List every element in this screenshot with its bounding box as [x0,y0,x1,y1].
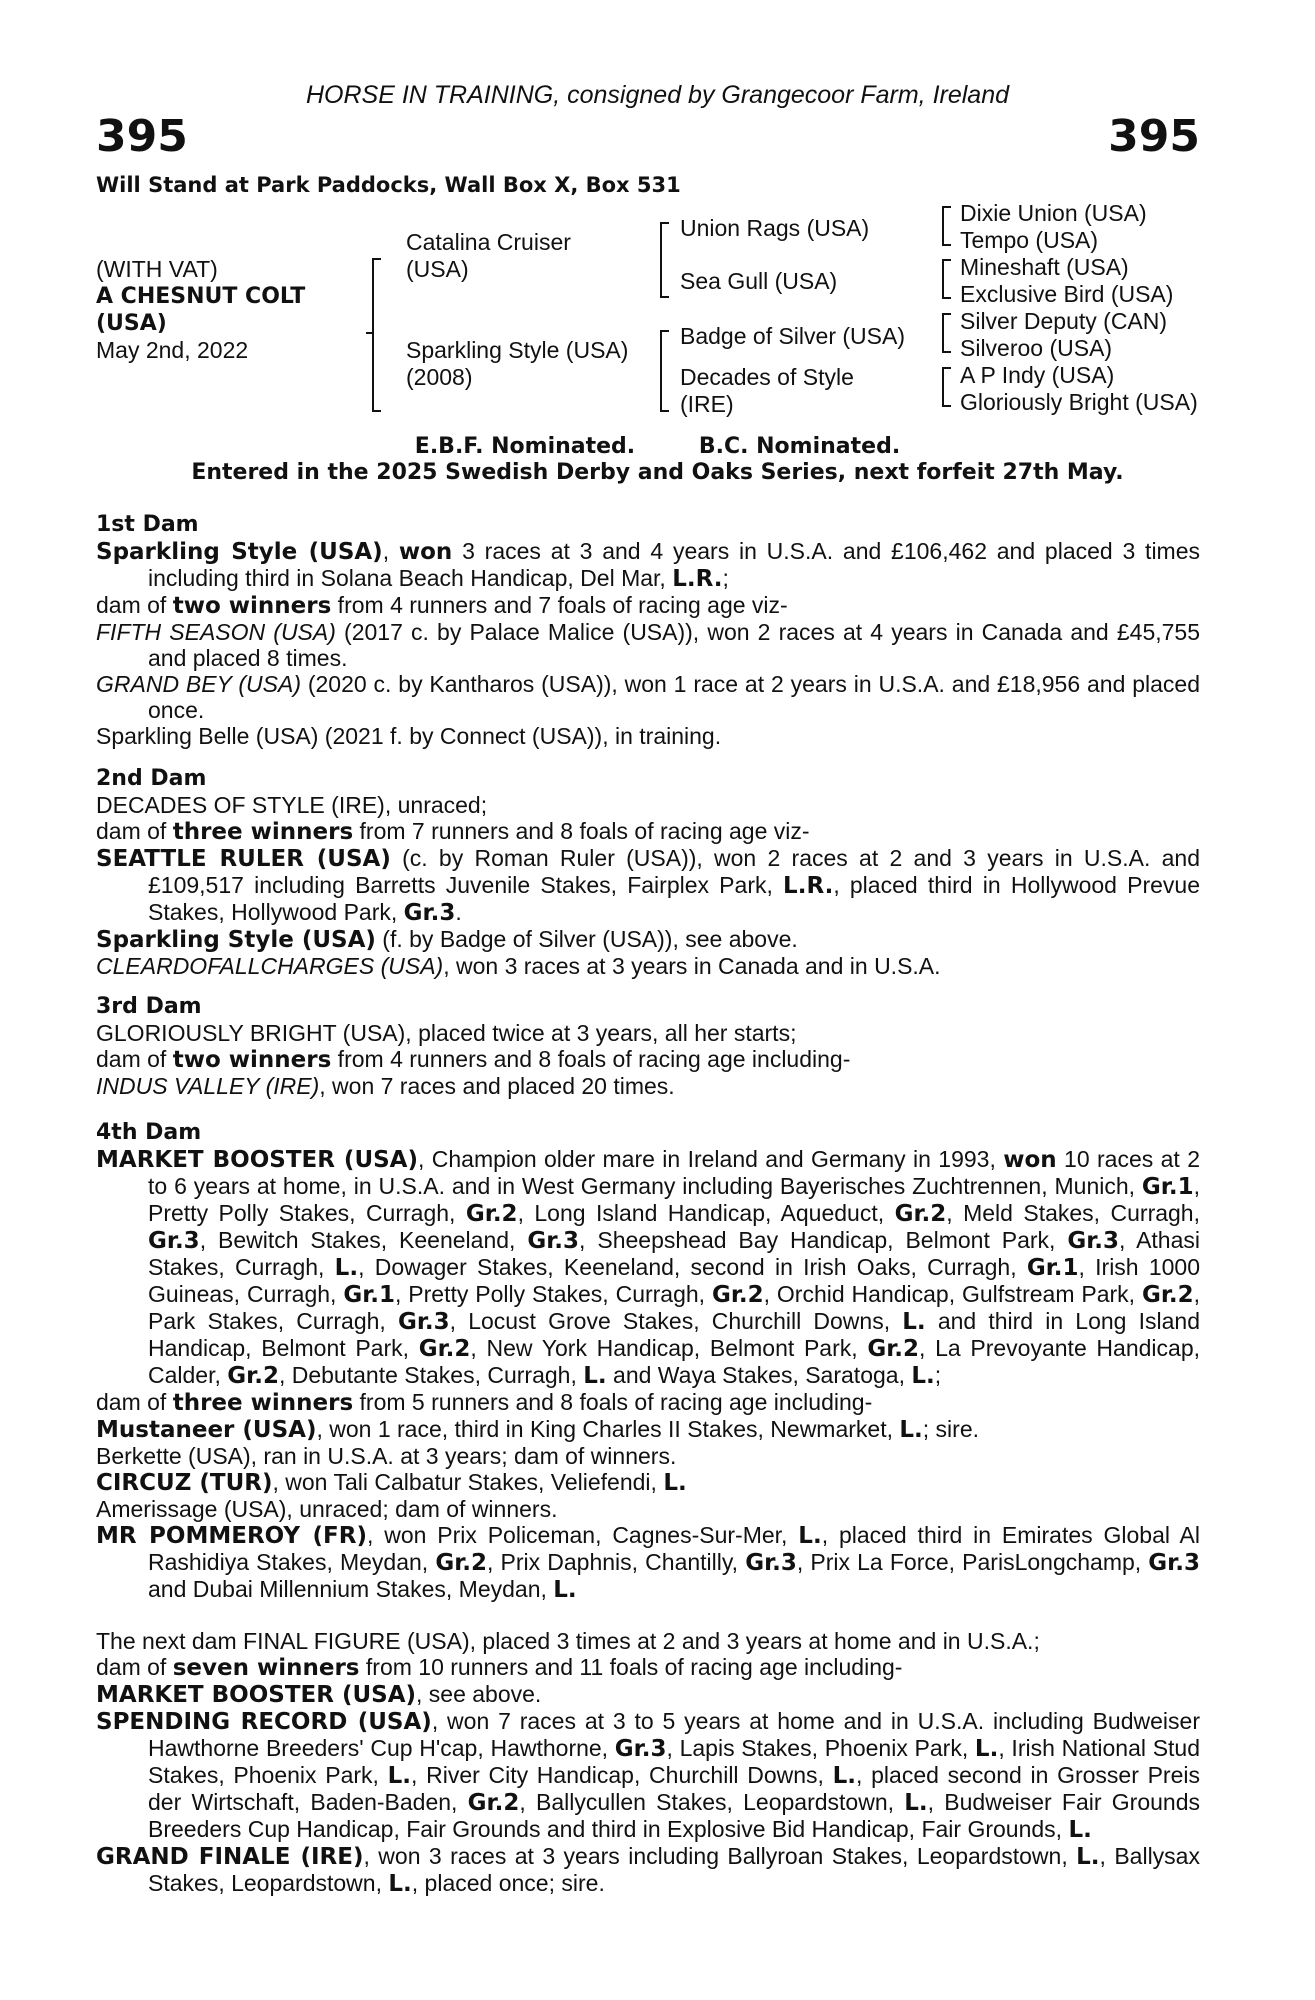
pedigree-brace [942,313,951,353]
dam-name: Sparkling Style (USA) [406,337,629,363]
dam-dam: Decades of Style [680,364,854,390]
ds-sire: Silver Deputy (CAN) [960,308,1168,334]
produce-summary: dam of three winners from 7 runners and 8 foals of racing age viz- [96,818,810,845]
pedigree-brace [942,206,951,246]
dam-record: MARKET BOOSTER (USA), Champion older mare in Ireland and Germany in 1993, won 10 races at 2 to 6 years at home, in U.S.A. and in West Germany including Bayerisches Zuchtrennen, Munich, Gr.1, Pretty Polly Stakes, Curragh, Gr.2, Long Island Handicap, Aqueduct, Gr.2, Meld Stakes, Curragh, Gr.3, Bewitch Stakes, Keeneland, Gr.3, Sheepshead Bay Handicap, Belmont Park, Gr.3, Athasi Stakes, Curragh, L., Dowager Stakes, Keeneland, second in Irish Oaks, Curragh, Gr.1, Irish 1000 Guineas, Curragh, Gr.1, Pretty Polly Stakes, Curragh, Gr.2, Orchid Handicap, Gulfstream Park, Gr.2, Park Stakes, Curragh, Gr.3, Locust Grove Stakes, Churchill Downs, L. and third in Long Island Handicap, Belmont Park, Gr.2, New York Handicap, Belmont Park, Gr.2, La Prevoyante Handicap, Calder, Gr.2, Debutante Stakes, Curragh, L. and Waya Stakes, Saratoga, L.; [96,1146,1201,1389]
list-item: GRAND FINALE (IRE), won 3 races at 3 years including Ballyroan Stakes, Leopardstown, L., Ballysax Stakes, Leopardstown, L., placed once; sire. [96,1843,1200,1897]
sire-country: (USA) [406,256,469,282]
list-item: CLEARDOFALLCHARGES (USA), won 3 races at 3 years in Canada and in U.S.A. [96,953,941,979]
section-heading: 4th Dam [96,1120,202,1145]
sd-sire: Mineshaft (USA) [960,254,1129,280]
dam-dam-country: (IRE) [680,391,734,417]
horse-country: (USA) [96,311,167,336]
produce-summary: dam of two winners from 4 runners and 7 foals of racing age viz- [96,592,788,619]
list-item: Mustaneer (USA), won 1 race, third in King Charles II Stakes, Newmarket, L.; sire. [96,1416,980,1443]
horse-foaled: May 2nd, 2022 [96,337,249,363]
lot-number-left: 395 [96,111,188,162]
list-item: MARKET BOOSTER (USA), see above. [96,1681,542,1708]
list-item: Amerissage (USA), unraced; dam of winners. [96,1496,558,1522]
pedigree-brace [942,259,951,299]
pedigree-brace-tip [366,332,372,334]
horse-vat: (WITH VAT) [96,256,218,282]
third-dam-section [96,994,1200,1099]
list-item: INDUS VALLEY (IRE), won 7 races and placed 20 times. [96,1073,675,1099]
dd-sire: A P Indy (USA) [960,362,1115,388]
sire-dam: Sea Gull (USA) [680,268,838,294]
list-item: MR POMMEROY (FR), won Prix Policeman, Cagnes-Sur-Mer, L., placed third in Emirates Global Al Rashidiya Stakes, Meydan, Gr.2, Prix Daphnis, Chantilly, Gr.3, Prix La Force, ParisLongchamp, Gr.3 and Dubai Millennium Stakes, Meydan, L. [96,1522,1200,1603]
second-dam-section [96,766,1200,979]
section-heading: 3rd Dam [96,994,202,1019]
produce-summary: dam of two winners from 4 runners and 8 foals of racing age including- [96,1046,851,1073]
list-item: FIFTH SEASON (USA) (2017 c. by Palace Malice (USA)), won 2 races at 4 years in Canada and £45,755 and placed 8 times. [96,619,1200,671]
pedigree-brace [660,222,669,298]
dam-record: Sparkling Style (USA), won 3 races at 3 and 4 years in U.S.A. and £106,462 and placed 3 times including third in Solana Beach Handicap, Del Mar, L.R.; [96,538,1200,592]
list-item: SEATTLE RULER (USA) (c. by Roman Ruler (USA)), won 2 races at 2 and 3 years in U.S.A. and £109,517 including Barretts Juvenile Stakes, Fairplex Park, L.R., placed third in Hollywood Prevue Stakes, Hollywood Park, Gr.3. [96,845,1200,926]
produce-summary: dam of three winners from 5 runners and 8 foals of racing age including- [96,1389,873,1416]
list-item: SPENDING RECORD (USA), won 7 races at 3 to 5 years at home and in U.S.A. including Budweiser Hawthorne Breeders' Cup H'cap, Hawthorne, Gr.3, Lapis Stakes, Phoenix Park, L., Irish National Stud Stakes, Phoenix Park, L., River City Handicap, Churchill Downs, L., placed second in Grosser Preis der Wirtschaft, Baden-Baden, Gr.2, Ballycullen Stakes, Leopardstown, L., Budweiser Fair Grounds Breeders Cup Handicap, Fair Grounds and third in Explosive Bid Handicap, Fair Grounds, L. [96,1708,1201,1843]
dam-year: (2008) [406,364,473,390]
entered-note: Entered in the 2025 Swedish Derby and Oaks Series, next forfeit 27th May. [191,460,1124,485]
list-item: Sparkling Belle (USA) (2021 f. by Connect (USA)), in training. [96,723,722,749]
catalogue-header: HORSE IN TRAINING, consigned by Grangecoor Farm, Ireland [305,81,1010,109]
ds-dam: Silveroo (USA) [960,335,1113,361]
stand-location: Will Stand at Park Paddocks, Wall Box X, Box 531 [96,173,681,197]
pedigree-brace [660,330,669,412]
ss-sire: Dixie Union (USA) [960,200,1147,226]
first-dam-section [96,512,1200,749]
dam-sire: Badge of Silver (USA) [680,323,905,349]
list-item: CIRCUZ (TUR), won Tali Calbatur Stakes, Veliefendi, L. [96,1469,687,1496]
lot-number-right: 395 [1108,111,1200,162]
dd-dam: Gloriously Bright (USA) [960,389,1198,415]
fourth-dam-section [96,1120,1200,1603]
section-heading: 1st Dam [96,512,199,537]
horse-name: A CHESNUT COLT [96,284,306,309]
nominations [0,434,1315,460]
dam-record: The next dam FINAL FIGURE (USA), placed 3 times at 2 and 3 years at home and in U.S.A.; [96,1628,1040,1654]
dam-record: GLORIOUSLY BRIGHT (USA), placed twice at 3 years, all her starts; [96,1020,797,1046]
bc-nominated: B.C. Nominated. [698,434,901,459]
list-item: GRAND BEY (USA) (2020 c. by Kantharos (USA)), won 1 race at 2 years in U.S.A. and £18,956 and placed once. [96,671,1201,723]
list-item: Sparkling Style (USA) (f. by Badge of Silver (USA)), see above. [96,926,798,953]
produce-summary: dam of seven winners from 10 runners and 11 foals of racing age including- [96,1654,903,1681]
ss-dam: Tempo (USA) [960,227,1099,253]
pedigree-brace [942,367,951,407]
pedigree-brace [372,258,381,412]
sire-name: Catalina Cruiser [406,229,571,255]
dam-record: DECADES OF STYLE (IRE), unraced; [96,792,488,818]
list-item: Berkette (USA), ran in U.S.A. at 3 years; dam of winners. [96,1443,677,1469]
sire-sire: Union Rags (USA) [680,215,870,241]
ebf-nominated: E.B.F. Nominated. [414,434,636,459]
sd-dam: Exclusive Bird (USA) [960,281,1174,307]
section-heading: 2nd Dam [96,766,207,791]
next-dam-section [96,1628,1200,1897]
